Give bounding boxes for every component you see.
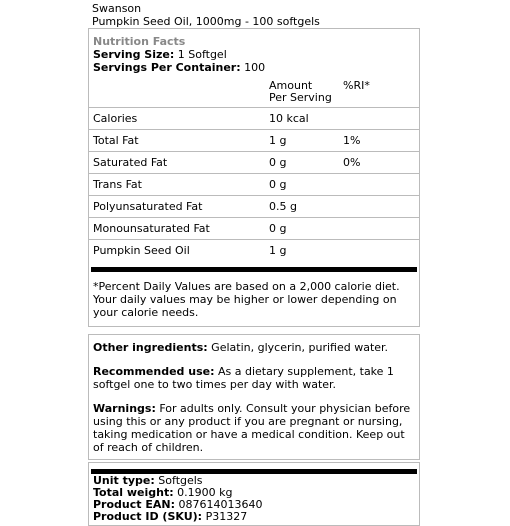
details-panel <box>88 334 420 460</box>
column-header-nutrient <box>89 76 265 108</box>
table-row <box>89 152 419 174</box>
serving-size-label: Serving Size: <box>93 48 175 61</box>
nutrient-ri <box>339 240 419 262</box>
product-header <box>88 0 420 28</box>
nutrient-name: Pumpkin Seed Oil <box>89 240 265 262</box>
nutrient-name: Saturated Fat <box>89 152 265 174</box>
table-row <box>89 218 419 240</box>
nutrient-amount: 0 g <box>265 152 339 174</box>
nutrient-amount: 1 g <box>265 130 339 152</box>
table-row <box>89 130 419 152</box>
product-info-panel <box>88 462 420 526</box>
column-header-ri: %RI* <box>343 79 370 92</box>
recommended-use <box>89 365 419 391</box>
table-row <box>89 108 419 130</box>
recommended-use-label: Recommended use: <box>93 365 215 378</box>
table-row <box>89 240 419 262</box>
unit-type-label: Unit type: <box>93 474 155 487</box>
serving-size-value: 1 Softgel <box>177 48 227 61</box>
product-name: Pumpkin Seed Oil, 1000mg - 100 softgels <box>92 15 320 28</box>
table-row <box>89 174 419 196</box>
total-weight-label: Total weight: <box>93 486 174 499</box>
product-sku-label: Product ID (SKU): <box>93 510 203 523</box>
nutrient-amount: 0 g <box>265 218 339 240</box>
nutrition-table <box>89 76 419 261</box>
nutrient-ri: 0% <box>339 152 419 174</box>
table-row <box>89 196 419 218</box>
ingredients-label: Other ingredients: <box>93 341 208 354</box>
unit-type-value: Softgels <box>158 474 203 487</box>
nutrient-amount: 0.5 g <box>265 196 339 218</box>
nutrient-amount: 0 g <box>265 174 339 196</box>
daily-value-footnote: *Percent Daily Values are based on a 2,000 calorie diet. Your daily values may be higher or lower depending on your calorie needs. <box>93 280 400 319</box>
nutrition-table-header <box>89 76 419 108</box>
nutrient-name: Polyunsaturated Fat <box>89 196 265 218</box>
servings-value: 100 <box>244 61 266 74</box>
warnings-text: For adults only. Consult your physician before using this or any product if you are pregnant or nursing, taking medication or have a medical condition. Keep out of reach of children. <box>93 402 411 454</box>
product-ean-label: Product EAN: <box>93 498 175 511</box>
nutrient-ri <box>339 196 419 218</box>
nutrient-ri <box>339 174 419 196</box>
product-ean-value: 087614013640 <box>178 498 263 511</box>
warnings <box>89 402 419 454</box>
recommended-use-text: As a dietary supplement, take 1 softgel one to two times per day with water. <box>93 365 394 391</box>
total-weight-value: 0.1900 kg <box>177 486 233 499</box>
product-sku <box>89 511 419 523</box>
ingredients-text: Gelatin, glycerin, purified water. <box>211 341 389 354</box>
nutrient-name: Trans Fat <box>89 174 265 196</box>
nutrition-facts-title: Nutrition Facts <box>93 35 186 48</box>
servings-label: Servings Per Container: <box>93 61 241 74</box>
serving-size <box>89 48 419 61</box>
product-sku-value: P31327 <box>205 510 248 523</box>
servings-per-container <box>89 61 419 74</box>
brand-name: Swanson <box>92 2 142 15</box>
column-header-amount: Amount Per Serving <box>269 79 332 104</box>
warnings-label: Warnings: <box>93 402 156 415</box>
nutrient-name: Total Fat <box>89 130 265 152</box>
nutrient-ri <box>339 108 419 130</box>
nutrient-amount: 1 g <box>265 240 339 262</box>
nutrition-label-page <box>88 0 420 523</box>
nutrient-amount: 10 kcal <box>265 108 339 130</box>
nutrient-name: Monounsaturated Fat <box>89 218 265 240</box>
nutrient-name: Calories <box>89 108 265 130</box>
nutrient-ri <box>339 218 419 240</box>
nutrient-ri: 1% <box>339 130 419 152</box>
ingredients <box>89 341 419 354</box>
nutrition-facts-panel <box>88 28 420 327</box>
